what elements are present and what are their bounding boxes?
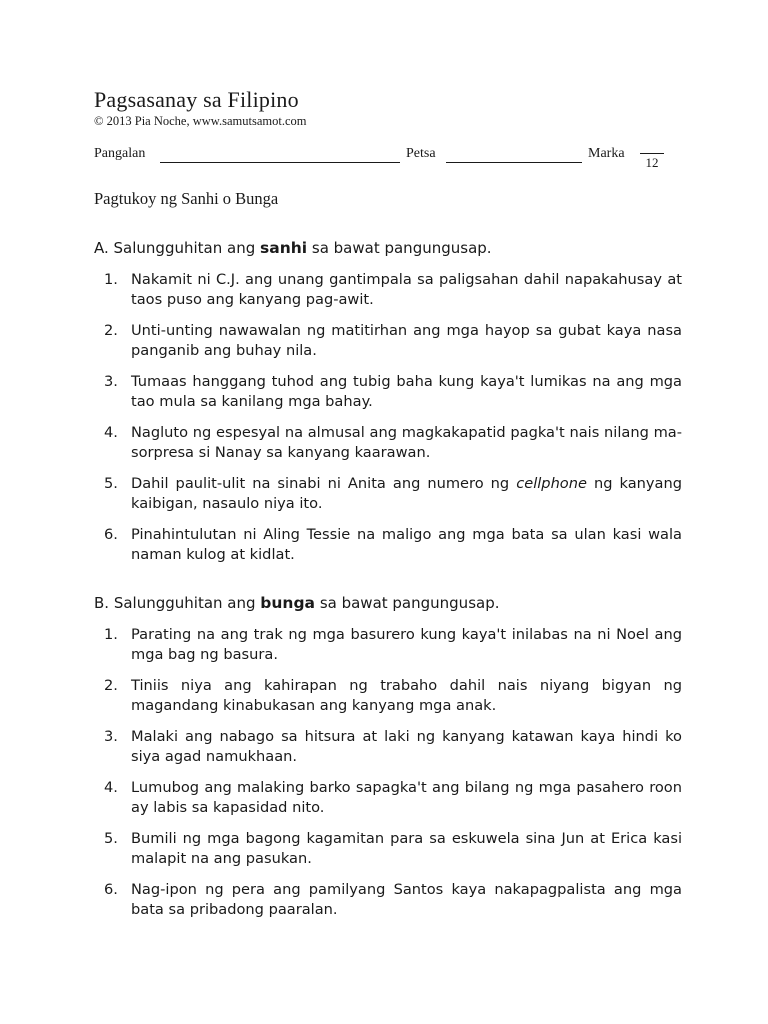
copyright-line: © 2013 Pia Noche, www.samutsamot.com <box>94 114 307 128</box>
item-number: 3. <box>104 373 118 390</box>
list-item <box>104 829 682 869</box>
date-blank[interactable] <box>446 162 582 163</box>
part-b-instruction <box>94 594 500 612</box>
item-number: 2. <box>104 677 118 694</box>
item-number: 5. <box>104 475 118 492</box>
page-title: Pagsasanay sa Filipino <box>94 87 299 112</box>
item-text: Lumubog ang malaking barko sapagka't ang bilang ng mga pasahero roon ay labis sa kapasidad nito. <box>131 779 682 816</box>
item-text: Parating na ang trak ng mga basurero kung kaya't inilabas na ni Noel ang mga bag ng basura. <box>131 626 682 663</box>
item-text: Nag-ipon ng pera ang pamilyang Santos kaya nakapagpalista ang mga bata sa pribadong paaralan. <box>131 881 682 918</box>
student-info-row <box>94 146 684 176</box>
part-a-prefix: A. Salungguhitan ang <box>94 239 256 257</box>
part-b-prefix: B. Salungguhitan ang <box>94 594 256 612</box>
list-item <box>104 270 682 310</box>
item-number: 1. <box>104 626 118 643</box>
item-text: Nakamit ni C.J. ang unang gantimpala sa paligsahan dahil napakahusay at taos puso ang kanyang pag-awit. <box>131 271 682 308</box>
score-total: 12 <box>640 153 664 171</box>
item-number: 1. <box>104 271 118 288</box>
item-text: Malaki ang nabago sa hitsura at laki ng kanyang katawan kaya hindi ko siya agad namukhaan. <box>131 728 682 765</box>
part-a-instruction <box>94 239 492 257</box>
item-text: Tiniis niya ang kahirapan ng trabaho dahil nais niyang bigyan ng magandang kinabukasan ang kanyang mga anak. <box>131 677 682 714</box>
part-a-keyword: sanhi <box>260 239 308 257</box>
item-text-italic: cellphone <box>516 475 587 492</box>
item-text: Pinahintulutan ni Aling Tessie na maligo ang mga bata sa ulan kasi wala naman kulog at kidlat. <box>131 526 682 563</box>
list-item <box>104 525 682 565</box>
item-text: Nagluto ng espesyal na almusal ang magkakapatid pagka't nais nilang ma-sorpresa si Nanay sa kanyang kaarawan. <box>131 424 682 461</box>
list-item <box>104 625 682 665</box>
part-b-suffix: sa bawat pangungusap. <box>319 594 500 612</box>
score-label: Marka <box>588 146 625 161</box>
list-item <box>104 372 682 412</box>
part-a-list <box>104 270 682 576</box>
item-number: 2. <box>104 322 118 339</box>
list-item <box>104 474 682 514</box>
list-item <box>104 321 682 361</box>
item-text: Unti-unting nawawalan ng matitirhan ang mga hayop sa gubat kaya nasa panganib ang buhay nila. <box>131 322 682 359</box>
name-blank[interactable] <box>160 162 400 163</box>
item-text-after: ng kanyang kaibigan, nasaulo niya ito. <box>131 475 682 512</box>
item-text: Bumili ng mga bagong kagamitan para sa eskuwela sina Jun at Erica kasi malapit na ang pasukan. <box>131 830 682 867</box>
part-b-keyword: bunga <box>260 594 316 612</box>
list-item <box>104 778 682 818</box>
section-title: Pagtukoy ng Sanhi o Bunga <box>94 189 279 208</box>
item-number: 6. <box>104 526 118 543</box>
part-a-suffix: sa bawat pangungusap. <box>311 239 492 257</box>
list-item <box>104 423 682 463</box>
list-item <box>104 727 682 767</box>
item-number: 3. <box>104 728 118 745</box>
item-text: Tumaas hanggang tuhod ang tubig baha kung kaya't lumikas na ang mga tao mula sa kanilang mga bahay. <box>131 373 682 410</box>
list-item <box>104 676 682 716</box>
name-label: Pangalan <box>94 146 146 161</box>
date-label: Petsa <box>406 146 436 161</box>
item-number: 5. <box>104 830 118 847</box>
part-b-list <box>104 625 682 931</box>
item-text-before: Dahil paulit-ulit na sinabi ni Anita ang numero ng <box>131 475 510 492</box>
item-number: 6. <box>104 881 118 898</box>
list-item <box>104 880 682 920</box>
item-number: 4. <box>104 424 118 441</box>
item-number: 4. <box>104 779 118 796</box>
